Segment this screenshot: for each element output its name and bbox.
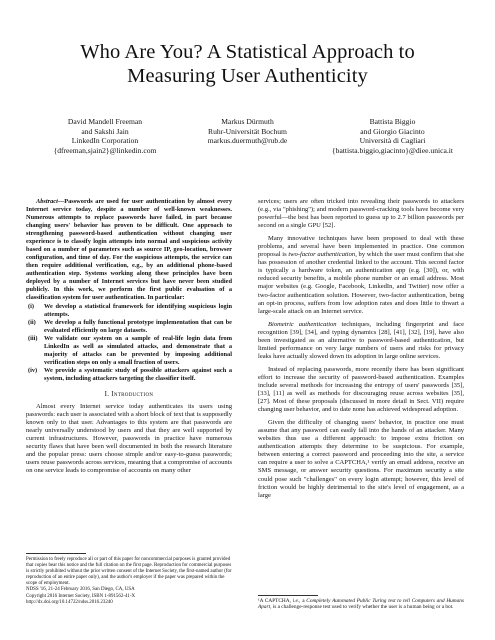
permission-rule [26, 553, 86, 554]
footnote [258, 598, 464, 611]
copyright-line: Copyright 2016 Internet Society, ISBN 1-891562-41-X [26, 593, 136, 599]
contribution-text: We provide a systematic study of possible attackers against such a system, including attackers targeting the classifier itself. [44, 367, 232, 382]
right-paragraph-3 [258, 321, 464, 361]
text-span: , a [299, 598, 307, 604]
author-1 [25, 117, 185, 155]
text-span: ¹A CAPTCHA, [258, 598, 293, 604]
right-paragraph-2 [258, 235, 464, 315]
contribution-text: We develop a fully functional prototype implementation that can be evaluated efficiently on large datasets. [44, 319, 232, 334]
author-2-email: markus.duermuth@rub.de [207, 136, 288, 146]
contribution-number: (iv) [28, 367, 38, 374]
footnote-rule [258, 595, 318, 596]
text-span: Many innovative techniques have been proposed to deal with these problems, and several have been implemented in practice. One common proposal is [258, 235, 464, 259]
intro-paragraph: Almost every Internet service today authenticates its users using passwords: each user is associated with a short block of text that is supposedly known only to that user. Advantages to this system are that passwords are nearly universally understood by users and that they are well supported by current infrastructures. However, passwords in practice have numerous security flaws that have been well documented in both the research literature and the popular press: users choose simple and/or easy-to-guess passwords; users reuse passwords across services, meaning that a compromise of accounts on one service leads to compromise of accounts on many other [26, 403, 232, 475]
abstract [26, 198, 232, 302]
author-1-affiliation: LinkedIn Corporation [71, 136, 139, 146]
contribution-text: We develop a statistical framework for identifying suspicious login attempts. [44, 303, 232, 318]
text-span: , is a challenge-response test used to verify whether the user is a human being or a bot. [270, 604, 454, 611]
contribution-number: (i) [28, 303, 34, 310]
contribution-number: (iii) [28, 335, 38, 342]
author-3-name: Battista Biggio [369, 117, 416, 126]
author-3 [315, 117, 470, 155]
contribution-item [26, 367, 232, 383]
contribution-item [26, 335, 232, 367]
permission-notice [26, 557, 232, 606]
abstract-label: Abstract [36, 198, 58, 205]
right-paragraph-5: Given the difficulty of changing users' behavior, in practice one must assume that any password can easily fall into the hands of an attacker. Many websites thus use a different approach: to impose extra friction on authentication attempts they determine to be suspicious. For example, between entering a correct password and proceeding into the site, a service can require a user to solve a CAPTCHA,¹ verify an email address, receive an SMS message, or answer security questions. For maximum security a site could pose such "challenges" on every login attempt; however, this level of friction would be highly detrimental to the site's level of engagement, as a large [258, 419, 464, 499]
contribution-item [26, 319, 232, 335]
permission-text: Permission to freely reproduce all or part of this paper for noncommercial purposes is granted provided that copies bear this notice and the full citation on the first page. Reproduction for commercial purposes is strictly prohibited without the prior written consent of the Internet Society, the first-named author (for reproduction of an entire paper only), and the author's employer if the paper was prepared within the scope of employment. [26, 557, 232, 587]
author-1-name: David Mandell Freeman [67, 117, 143, 126]
contribution-number: (ii) [28, 319, 36, 326]
conference-line: NDSS '16, 21-24 February 2016, San Diego, CA, USA [26, 587, 135, 593]
author-3-name2: and Giorgio Giacinto [360, 126, 425, 136]
abstract-text: —Passwords are used for user authentication by almost every Internet service today, despite a number of well-known weaknesses. Numerous attempts to replace passwords have failed, in part because changing users' behavior has proven to be difficult. One approach to strengthening password-based authentication without changing user experience is to classify login attempts into normal and suspicious activity based on a number of parameters such as source IP, geo-location, browser configuration, and time of day. For the suspicious attempts, the service can then require additional verification, e.g., by an additional phone-based authentication step. Systems working along these principles have been deployed by a number of Internet services but have never been studied publicly. In this work, we perform the first public evaluation of a classification system for user authentication. In particular: [26, 198, 232, 301]
contribution-text: We validate our system on a sample of real-life login data from LinkedIn as well as simulated attacks, and demonstrate that a majority of attacks can be prevented by imposing additional verification steps on only a small fraction of users. [44, 335, 232, 366]
emphasis-text: Completely Automated Public Turing test to tell Computers and Humans Apart [258, 598, 464, 611]
right-paragraph-4: Instead of replacing passwords, more recently there has been significant effort to increase the security of password-based authentication. Examples include several methods for increasing the entropy of users' passwords [35], [33], [11] as well as methods for discouraging reuse across websites [35], [27]. Most of these proposals (discussed in more detail in Sect. VII) require changing user behavior, and to date none has achieved widespread adoption. [258, 365, 464, 414]
paper-title: Who Are You? A Statistical Approach to Measuring User Authenticity [80, 41, 415, 87]
author-2-name: Markus Dürmuth [221, 117, 274, 126]
author-3-affiliation: Università di Cagliari [359, 136, 426, 146]
emphasis-text: two-factor authentication [288, 251, 356, 259]
text-span: techniques, including fingerprint and face recognition [39], [34], and typing dynamics [28], [41], [32], [19], have also been investigated as an alternative to password-based authentication, but limited performance on very large numbers of users and risks for privacy leaks have actually slowed down its adoption in large online services. [258, 320, 464, 360]
emphasis-text: i.e. [292, 598, 300, 604]
right-paragraph-1: services; users are often tricked into revealing their passwords to attackers (e.g., via "phishing"); and modern password-cracking tools have become very powerful—the best has been reported to guess up to 2.7 billion passwords per second on a single GPU [52]. [258, 198, 464, 230]
emphasis-text: Biometric authentication [268, 320, 337, 328]
text-span: , by which the user must confirm that she has possession of another credential linked to the account. This second factor is typically a hardware token, an authentication app (e.g. [30]), or, with reduced security benefits, a mobile phone number or an email address. Most major websites (e.g. Google, Facebook, LinkedIn, and Twitter) now offer a two-factor authentication solution. However, two-factor authentication, being an opt-in process, suffers from low adoption rates and does little to thwart a large-scale attack on an Internet service. [258, 251, 465, 315]
left-column [26, 198, 232, 475]
section-heading: I. Introduction [104, 391, 154, 398]
author-2-affiliation: Ruhr-Universität Bochum [208, 126, 287, 136]
author-3-email: {battista.biggio,giacinto}@diee.unica.it [332, 145, 453, 155]
author-2 [170, 117, 325, 146]
contribution-list [26, 303, 232, 383]
author-1-name2: and Sakshi Jain [81, 126, 129, 136]
author-1-email: {dfreeman,sjain2}@linkedin.com [53, 145, 157, 155]
right-column [258, 198, 464, 500]
contribution-item [26, 303, 232, 319]
doi-line: http://dx.doi.org/10.14722/ndss.2016.23240 [26, 599, 113, 605]
